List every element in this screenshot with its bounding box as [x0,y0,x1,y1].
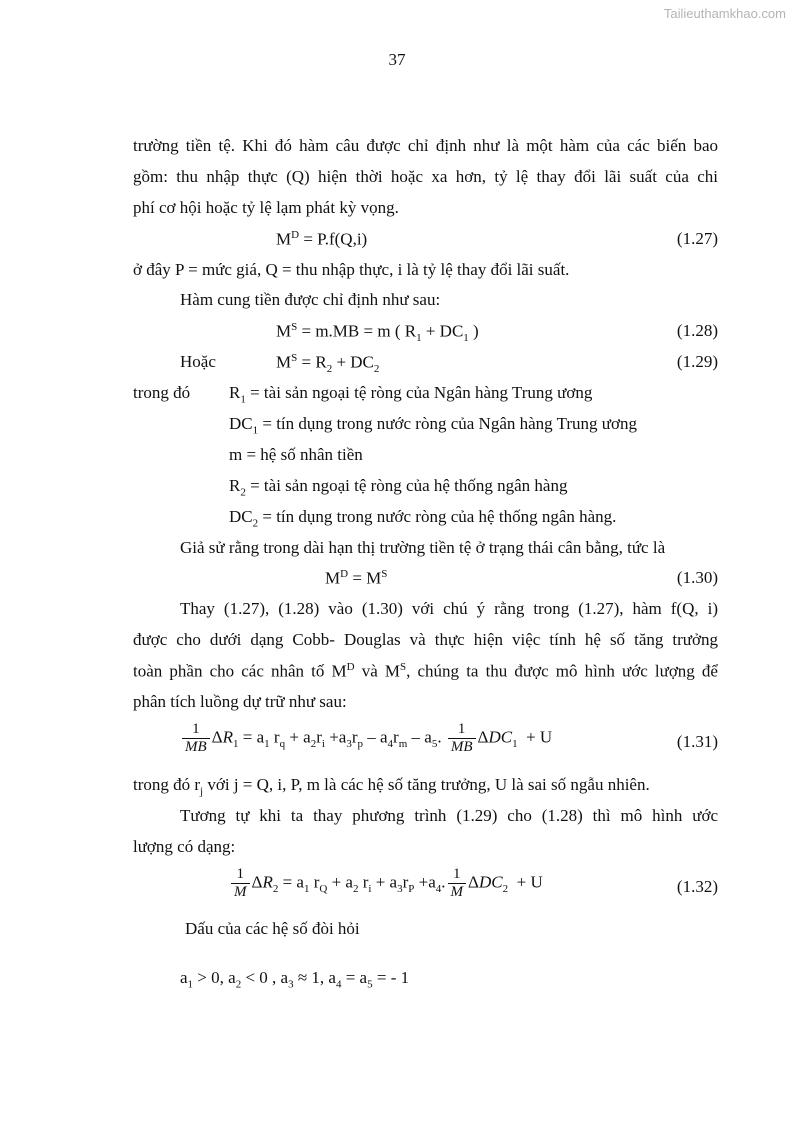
para2-line4: phân tích luồng dự trữ như sau: [133,692,347,711]
definition-m: m = hệ số nhân tiền [229,445,363,464]
definition-r1: $R_1$ = tài sản ngoại tệ ròng của Ngân hàng Trung ương [229,383,593,406]
para1-line3: phí cơ hội hoặc tỷ lệ lạm phát kỳ vọng. [133,198,399,217]
para2-line2: được cho dưới dạng Cobb- Douglas và thực hiện việc tính hệ số tăng trưởng [133,630,718,649]
equation-1-31: $\frac{1}{MB}$ $\Delta R_1 = a_1$ $r_q + a_2r_i +a_3r_p - a_4r_m - a_5$. $\frac{1}{MB}$ $\Delta DC_1 + U$ [180,721,552,756]
equation-number-1-31: (1.31) [676,732,718,751]
definition-dc1: $DC_1$ = tín dụng trong nước ròng của Ngân hàng Trung ương [229,414,638,437]
para1-line1: trường tiền tệ. Khi đó hàm câu được chỉ định như là một hàm của các biến bao [133,136,718,155]
equilibrium-intro: Giả sử rằng trong dài hạn thị trường tiền tệ ở trạng thái cân bằng, tức là [180,538,666,557]
definition-dc2: $DC_2$ = tín dụng trong nước ròng của hệ thống ngân hàng. [229,507,617,530]
equation-number-1-32: (1.32) [676,877,718,896]
equation-number-1-27: (1.27) [676,229,718,248]
para3-line1: Tương tự khi ta thay phương trình (1.29) cho (1.28) thì mô hình ước [180,806,718,825]
note-1-31: trong đó $r_j$ với j = Q, i, P, m là các hệ số tăng trưởng, U là sai số ngẫu nhiên. [133,775,650,798]
para3-line2: lượng có dạng: [133,837,236,856]
para2-line1: Thay (1.27), (1.28) vào (1.30) với chú ý rằng trong (1.27), hàm f(Q, i) [180,599,718,618]
equation-number-1-28: (1.28) [676,321,718,340]
definitions-label: trong đó [133,383,191,402]
equation-1-28: $M^S = m.MB = m$ ( $R_1 + DC_1$ ) [276,321,479,345]
sign-conditions: $a_1 > 0$, $a_2 < 0$ , $a_3 \approx 1$, $a_4 = a_5$ = - 1 [180,968,410,991]
equation-1-30: $M^D = M^S$ [325,568,388,588]
hoac-label: Hoặc [180,352,216,371]
equation-number-1-29: (1.29) [676,352,718,371]
signs-intro: Dấu của các hệ số đòi hỏi [185,919,360,938]
watermark: Tailieuthamkhao.com [663,6,786,21]
equation-number-1-30: (1.30) [676,568,718,587]
para2-line3: toàn phần cho các nhân tố $M^D$ và $M^S$, chúng ta thu được mô hình ước lượng để [133,661,718,681]
where-line: ở đây P = mức giá, Q = thu nhập thực, i là tỷ lệ thay đổi lãi suất. [133,260,570,279]
equation-1-32: $\frac{1}{M}$ $\Delta R_2 = a_1$ $r_Q + a_2$ $r_i + a_3r_P +a_4$. $\frac{1}{M}$ $\Delta DC_2 + U$ [229,866,543,901]
para1-line2: gồm: thu nhập thực (Q) hiện thời hoặc xa hơn, tỷ lệ thay đổi lãi suất của chi [133,167,718,186]
supply-intro: Hàm cung tiền được chỉ định như sau: [180,290,441,309]
page-number: 37 [388,50,406,69]
definition-r2: $R_2$ = tài sản ngoại tệ ròng của hệ thống ngân hàng [229,476,568,499]
equation-1-27: $M^D = P.f(Q,i)$ [276,229,368,249]
equation-1-29: $M^S = R_2 + DC_2$ [276,352,380,376]
